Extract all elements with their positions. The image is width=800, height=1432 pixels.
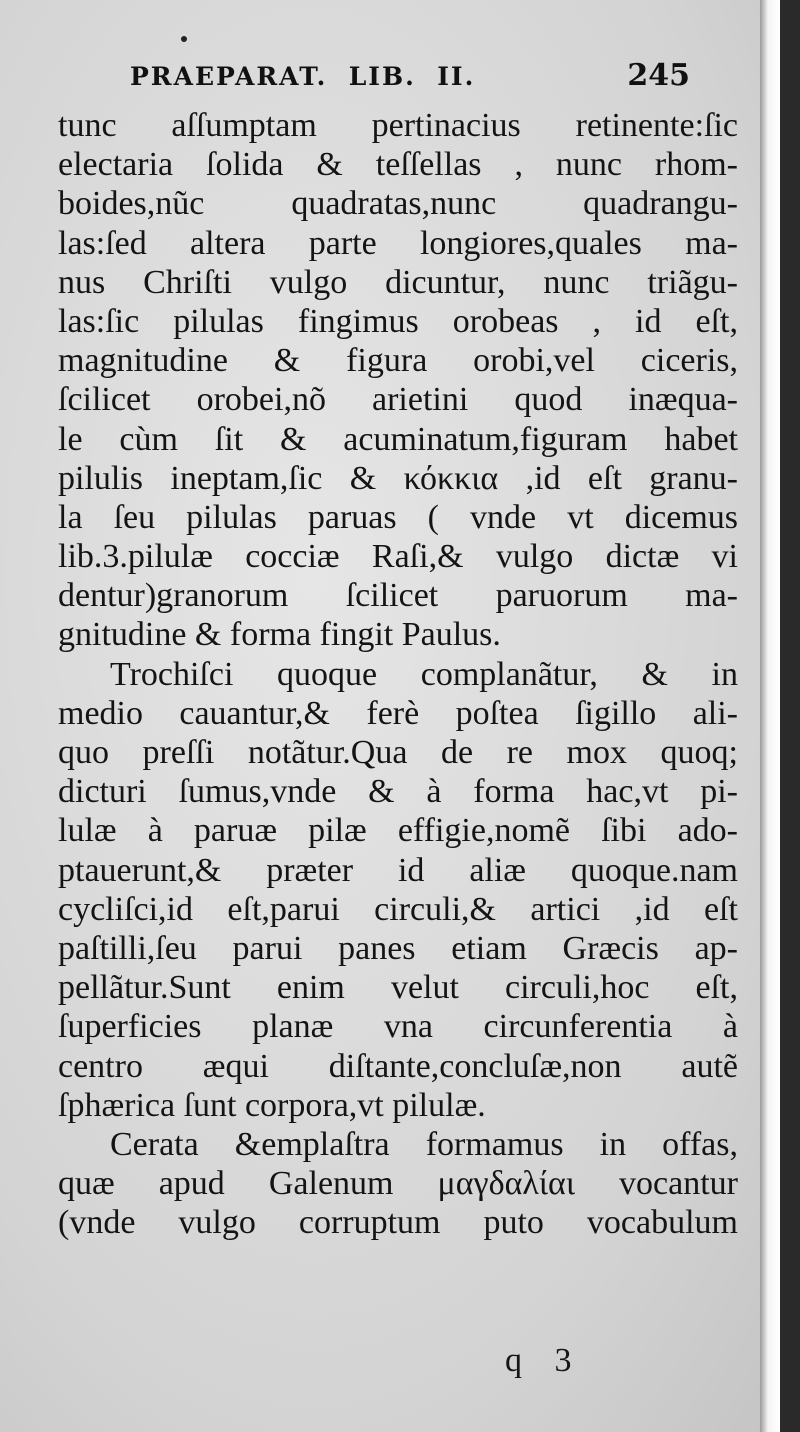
text-line: paſtilli,ſeu parui panes etiam Græcis ap- <box>58 929 738 967</box>
text-line: las:ſic pilulas fingimus orobeas , id eſt, <box>58 302 738 340</box>
text-line: boides,nũc quadratas,nunc quadrangu- <box>58 185 738 223</box>
text-line: electaria ſolida & teſſellas , nunc rhom- <box>58 146 738 184</box>
text-line: centro æqui diſtante,concluſæ,non autẽ <box>58 1047 738 1085</box>
text-line: pellãtur.Sunt enim velut circuli,hoc eſt, <box>58 969 738 1007</box>
text-line: gnitudine & forma fingit Paulus. <box>58 616 501 654</box>
text-line: la ſeu pilulas paruas ( vnde vt dicemus <box>58 498 738 536</box>
text-line: quo preſſi notãtur.Qua de re mox quoq; <box>58 734 738 771</box>
text-line: magnitudine & figura orobi,vel ciceris, <box>58 342 738 380</box>
ink-dot <box>181 36 187 42</box>
page-edge <box>760 0 780 1432</box>
text-line: ſcilicet orobei,nõ arietini quod inæqua- <box>58 381 738 419</box>
text-line: nus Chriſti vulgo dicuntur, nunc triãgu- <box>58 263 738 301</box>
text-line: medio cauantur,& ferè poſtea ſigillo ali- <box>58 694 738 732</box>
text-line: ſuperficies planæ vna circunferentia à <box>58 1008 738 1046</box>
text-line: dentur)granorum ſcilicet paruorum ma- <box>58 577 738 615</box>
text-line: ſphærica ſunt corpora,vt pilulæ. <box>58 1086 486 1124</box>
text-line: tunc aſſumptam pertinacius retinente:ſic <box>58 107 738 144</box>
text-line: dicturi ſumus,vnde & à forma hac,vt pi- <box>58 773 738 811</box>
text-line: le cùm ſit & acuminatum,figuram habet <box>58 420 738 458</box>
signature-mark: q 3 <box>505 1342 572 1379</box>
text-line: ptauerunt,& præter id aliæ quoque.nam <box>58 851 738 889</box>
running-head <box>130 58 690 98</box>
paragraph-start-line: Cerata &emplaſtra formamus in offas, <box>110 1125 738 1163</box>
text-line: pilulis ineptam,ſic & κόκκια ,id eſt granu- <box>58 459 738 497</box>
text-line: (vnde vulgo corruptum puto vocabulum <box>58 1204 738 1242</box>
text-line: las:ſed altera parte longiores,quales ma- <box>58 224 738 262</box>
text-line: quæ apud Galenum μαγδαλίαι vocantur <box>58 1165 738 1203</box>
text-line: lulæ à paruæ pilæ effigie,nomẽ ſibi ado- <box>58 812 738 850</box>
paragraph-start-line: Trochiſci quoque complanãtur, & in <box>110 655 738 693</box>
text-line: cycliſci,id eſt,parui circuli,& artici ,id eſt <box>58 890 738 928</box>
text-line: lib.3.pilulæ cocciæ Raſi,& vulgo dictæ vi <box>58 538 738 576</box>
page-number: 245 <box>627 58 690 93</box>
body-text <box>58 106 738 1242</box>
running-head-title: PRAEPARAT. LIB. II. <box>130 62 476 91</box>
